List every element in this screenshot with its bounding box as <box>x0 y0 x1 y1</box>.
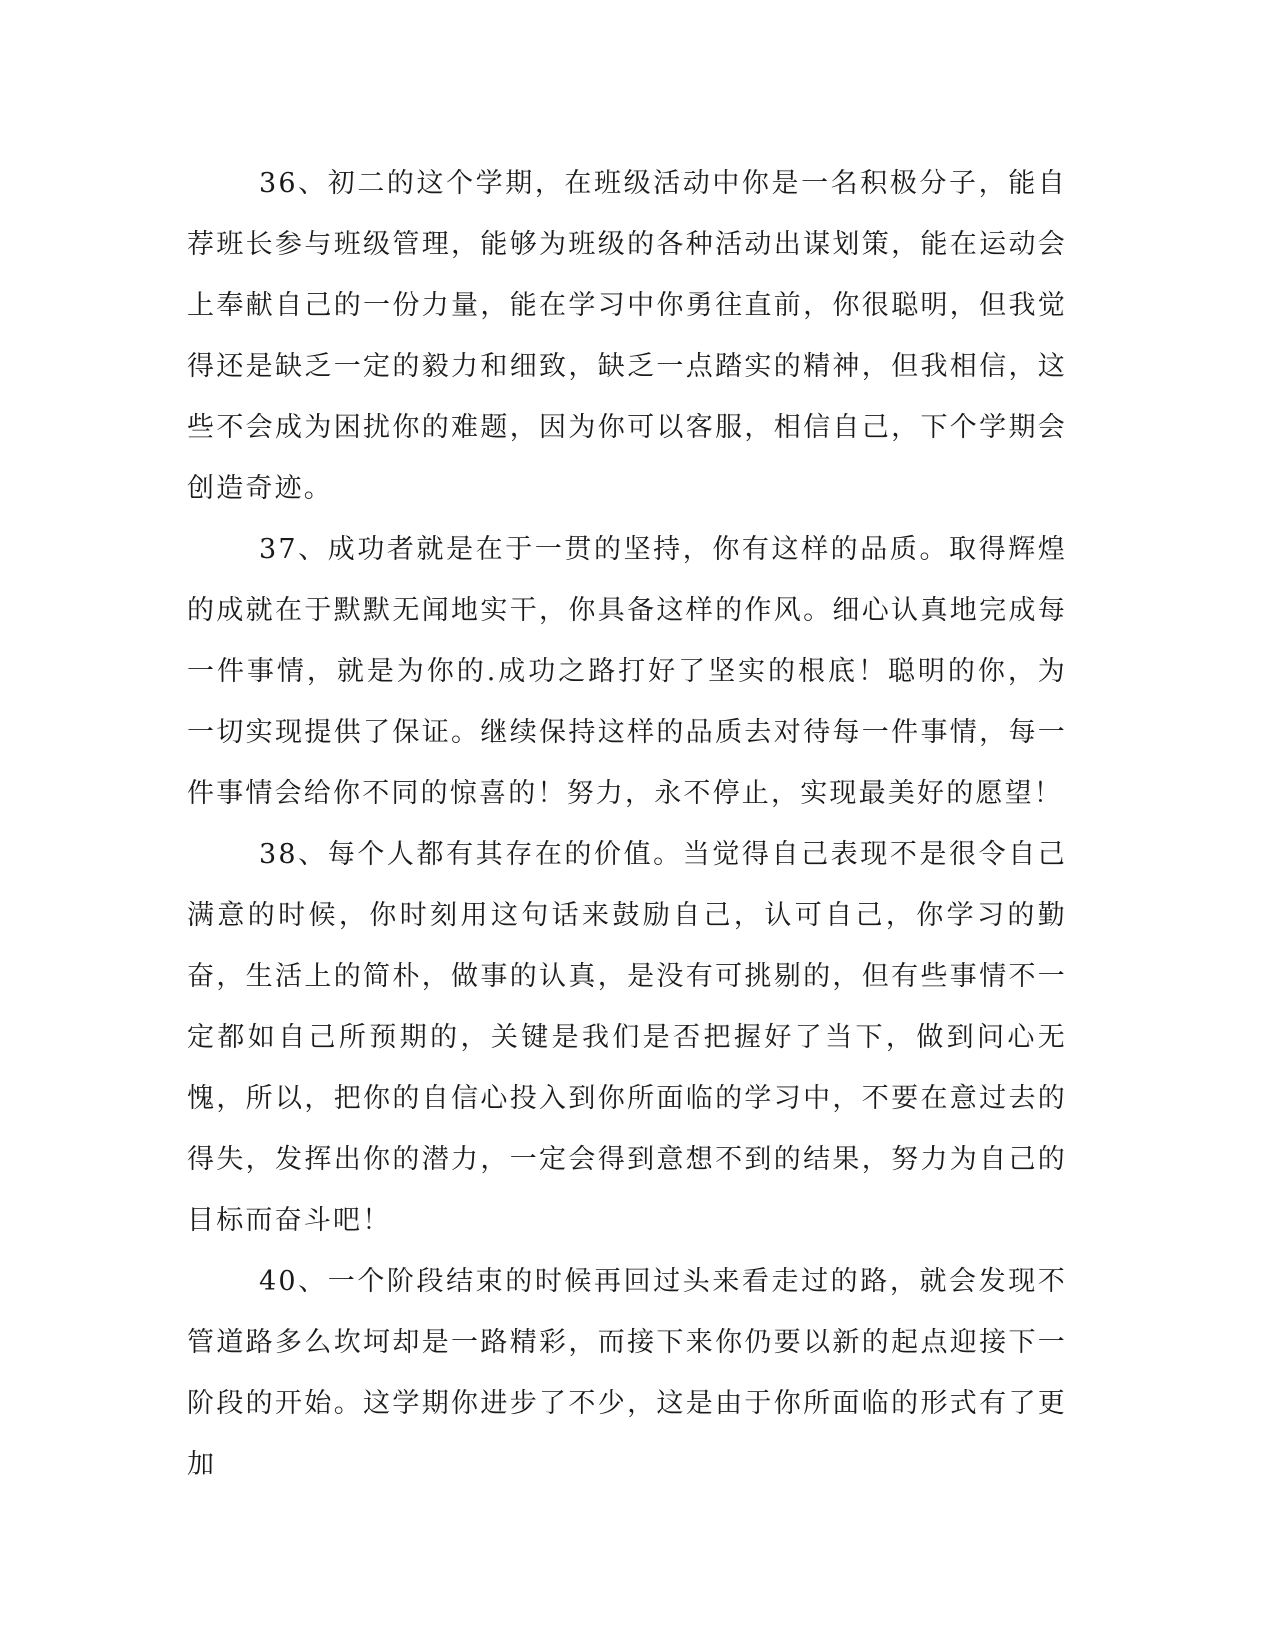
paragraph-40: 40、一个阶段结束的时候再回过头来看走过的路，就会发现不管道路多么坎坷却是一路精彩，而接下来你仍要以新的起点迎接下一阶段的开始。这学期你进步了不少，这是由于你所面临的形式有了更加 <box>187 1266 1067 1480</box>
paragraph-36: 36、初二的这个学期，在班级活动中你是一名积极分子，能自荐班长参与班级管理，能够为班级的各种活动出谋划策，能在运动会上奉献自己的一份力量，能在学习中你勇往直前，你很聪明，但我觉得还是缺乏一定的毅力和细致，缺乏一点踏实的精神，但我相信，这些不会成为困扰你的难题，因为你可以客服，相信自己，下个学期会创造奇迹。 <box>187 168 1067 504</box>
paragraph-37: 37、成功者就是在于一贯的坚持，你有这样的品质。取得辉煌的成就在于默默无闻地实干，你具备这样的作风。细心认真地完成每一件事情，就是为你的.成功之路打好了坚实的根底！聪明的你，为一切实现提供了保证。继续保持这样的品质去对待每一件事情，每一件事情会给你不同的惊喜的！努力，永不停止，实现最美好的愿望！ <box>187 534 1067 809</box>
document-body <box>187 153 1067 1495</box>
paragraph-38: 38、每个人都有其存在的价值。当觉得自己表现不是很令自己满意的时候，你时刻用这句话来鼓励自己，认可自己，你学习的勤奋，生活上的简朴，做事的认真，是没有可挑剔的，但有些事情不一定都如自己所预期的，关键是我们是否把握好了当下，做到问心无愧，所以，把你的自信心投入到你所面临的学习中，不要在意过去的得失，发挥出你的潜力，一定会得到意想不到的结果，努力为自己的目标而奋斗吧！ <box>187 839 1067 1236</box>
